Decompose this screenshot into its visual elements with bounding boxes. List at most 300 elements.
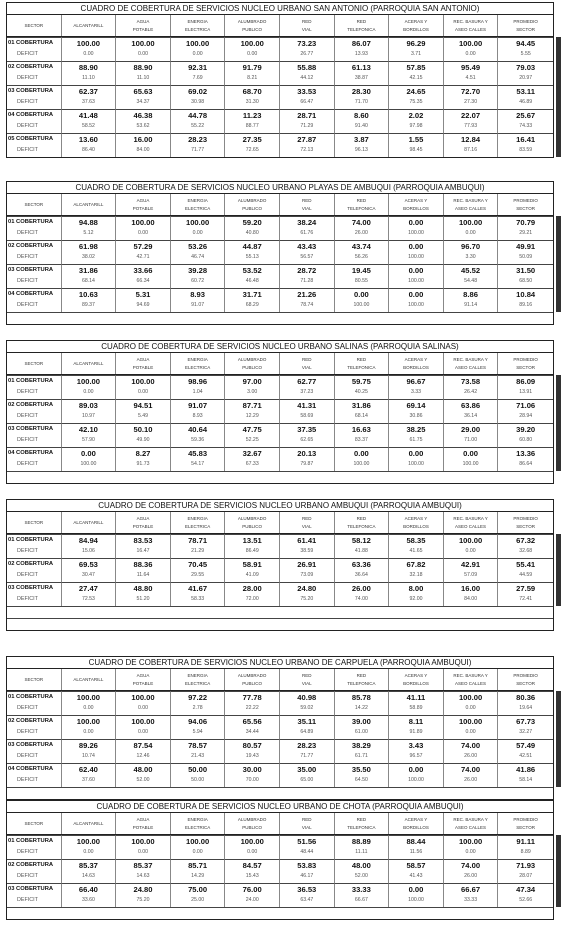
coverage-value: 30.00 [225,763,280,775]
deficit-value: 11.10 [116,73,171,85]
deficit-value: 100.00 [389,228,444,240]
deficit-value: 64.50 [335,775,390,787]
column-header: AGUA POTABLE [116,669,171,690]
coverage-value: 85.78 [335,691,390,703]
sector-label: 04 COBERTURA [7,109,62,121]
deficit-value: 0.00 [62,387,117,399]
deficit-value: 14.63 [62,871,117,883]
deficit-value: 10.97 [62,411,117,423]
column-header: PROMEDIO SECTOR [513,672,538,686]
deficit-value: 86.40 [62,145,117,157]
column-header: ACERAS Y BORDILLOS [389,194,444,215]
deficit-value: 0.00 [116,703,171,715]
coverage-value: 50.10 [116,423,171,435]
deficit-value: 77.93 [444,121,499,133]
coverage-value: 2.02 [389,109,444,121]
deficit-value: 31.30 [225,97,280,109]
coverage-value: 91.07 [171,399,226,411]
coverage-value: 45.83 [171,447,226,459]
deficit-value: 40.25 [335,387,390,399]
deficit-row [7,703,553,715]
coverage-value: 62.40 [62,763,117,775]
deficit-value: 0.00 [171,847,226,859]
coverage-value: 100.00 [171,216,226,228]
deficit-row [7,594,553,606]
deficit-value: 64.89 [280,727,335,739]
sector-label: 04 COBERTURA [7,763,62,775]
coverage-value: 97.00 [225,375,280,387]
coverage-row [7,216,553,228]
deficit-value: 60.72 [171,276,226,288]
sector-label: 02 COBERTURA [7,558,62,570]
column-header: AGUA POTABLE [116,813,171,834]
deficit-value: 0.00 [444,703,499,715]
coverage-value: 0.00 [444,447,499,459]
deficit-value: 79.87 [280,459,335,471]
coverage-value: 88.90 [62,61,117,73]
coverage-value: 41.86 [498,763,553,775]
coverage-value: 86.07 [335,37,390,49]
deficit-row [7,871,553,883]
coverage-value: 98.96 [171,375,226,387]
coverage-value: 40.98 [280,691,335,703]
deficit-label: DEFICIT [7,703,62,715]
deficit-value: 0.00 [62,703,117,715]
coverage-value: 94.45 [498,37,553,49]
deficit-label: DEFICIT [7,727,62,739]
column-header: REC. BASURA Y ASEO CALLES [444,669,499,690]
coverage-value: 42.91 [444,558,499,570]
deficit-value: 8.89 [520,849,531,855]
coverage-value: 46.38 [116,109,171,121]
empty-row [7,907,553,919]
column-header: PROMEDIO SECTOR [513,816,538,830]
deficit-value: 13.93 [335,49,390,61]
coverage-value: 31.86 [62,264,117,276]
deficit-value: 26.42 [444,387,499,399]
sector-label: 02 COBERTURA [7,859,62,871]
coverage-value: 100.00 [62,691,117,703]
column-header: AGUA POTABLE [116,194,171,215]
coverage-value: 100.00 [62,835,117,847]
coverage-value: 10.63 [62,288,117,300]
header-row [7,353,553,375]
coverage-value: 25.67 [498,109,553,121]
coverage-value: 87.54 [116,739,171,751]
deficit-row [7,895,553,907]
coverage-value: 84.57 [225,859,280,871]
deficit-row [7,387,553,399]
coverage-value: 13.51 [225,534,280,546]
coverage-value: 47.34 [498,883,553,895]
deficit-value: 20.97 [519,75,533,81]
coverage-value: 48.00 [335,859,390,871]
column-header: ALCANTARILL [62,353,117,374]
deficit-value: 56.26 [335,252,390,264]
sector-label: 02 COBERTURA [7,715,62,727]
deficit-label: DEFICIT [7,847,62,859]
column-header: ALCANTARILL [62,194,117,215]
coverage-value: 83.53 [116,534,171,546]
sector-label: 03 COBERTURA [7,264,62,276]
coverage-value: 92.31 [171,61,226,73]
coverage-value: 100.00 [444,216,499,228]
deficit-label: DEFICIT [7,435,62,447]
coverage-value: 0.00 [389,264,444,276]
column-header: ALCANTARILL [62,512,117,533]
coverage-value: 28.30 [335,85,390,97]
coverage-value: 100.00 [225,835,280,847]
table-title: CUADRO DE COBERTURA DE SERVICIOS NUCLEO URBANO DE CHOTA (PARROQUIA AMBUQUI) [7,801,553,813]
coverage-value: 67.82 [389,558,444,570]
coverage-value: 96.70 [444,240,499,252]
column-header: RED TELEFONICA [335,194,390,215]
deficit-value: 72.13 [280,145,335,157]
coverage-value: 32.67 [225,447,280,459]
coverage-value: 11.23 [225,109,280,121]
deficit-value: 4.51 [444,73,499,85]
coverage-row [7,85,553,97]
sector-label: 02 COBERTURA [7,61,62,73]
deficit-row [7,252,553,264]
sector-label: 01 COBERTURA [7,835,62,847]
coverage-value: 42.10 [62,423,117,435]
coverage-value: 53.52 [225,264,280,276]
coverage-value: 62.77 [280,375,335,387]
coverage-value: 100.00 [444,534,499,546]
deficit-row [7,411,553,423]
deficit-value: 38.02 [62,252,117,264]
deficit-value: 36.64 [335,570,390,582]
coverage-value: 8.60 [335,109,390,121]
column-header: RED VIAL [280,353,335,374]
header-row [7,669,553,691]
coverage-value: 33.53 [280,85,335,97]
deficit-value: 89.16 [519,302,533,308]
coverage-value: 8.00 [389,582,444,594]
column-header: RED VIAL [280,194,335,215]
deficit-label: DEFICIT [7,546,62,558]
deficit-value: 100.00 [335,300,390,312]
deficit-row [7,49,553,61]
header-row [7,512,553,534]
coverage-value: 91.79 [225,61,280,73]
coverage-value: 0.00 [335,288,390,300]
coverage-value: 8.27 [116,447,171,459]
deficit-value: 46.89 [519,99,533,105]
deficit-value: 0.00 [171,49,226,61]
coverage-row [7,264,553,276]
coverage-value: 97.22 [171,691,226,703]
coverage-table [6,800,554,920]
deficit-value: 67.33 [225,459,280,471]
deficit-value: 3.30 [444,252,499,264]
column-header: AGUA POTABLE [116,512,171,533]
coverage-value: 0.00 [389,447,444,459]
deficit-value: 29.21 [519,230,533,236]
sector-label: 01 COBERTURA [7,375,62,387]
deficit-value: 26.77 [280,49,335,61]
table-title: CUADRO DE COBERTURA DE SERVICIOS NUCLEO URBANO AMBUQUI (PARROQUIA AMBUQUI) [7,500,553,512]
coverage-row [7,883,553,895]
column-header: SECTOR [7,194,62,215]
coverage-value: 70.79 [498,216,553,228]
coverage-value: 85.71 [171,859,226,871]
coverage-value: 37.35 [280,423,335,435]
coverage-value: 36.53 [280,883,335,895]
deficit-value: 96.57 [389,751,444,763]
deficit-row [7,435,553,447]
coverage-row [7,133,553,145]
coverage-row [7,558,553,570]
deficit-label: DEFICIT [7,145,62,157]
deficit-value: 83.59 [519,147,533,153]
deficit-value: 0.00 [116,847,171,859]
deficit-label: DEFICIT [7,49,62,61]
deficit-row [7,228,553,240]
coverage-value: 69.02 [171,85,226,97]
column-header: SECTOR [7,813,62,834]
header-row [7,15,553,37]
coverage-value: 58.91 [225,558,280,570]
deficit-value: 52.00 [116,775,171,787]
coverage-row [7,375,553,387]
deficit-row [7,97,553,109]
deficit-value: 52.66 [519,897,533,903]
coverage-value: 77.78 [225,691,280,703]
coverage-value: 41.11 [389,691,444,703]
coverage-value: 79.03 [498,61,553,73]
coverage-value: 48.00 [116,763,171,775]
column-header: ALUMBRADO PUBLICO [225,194,280,215]
coverage-value: 62.37 [62,85,117,97]
deficit-value: 58.89 [389,703,444,715]
empty-row [7,787,553,799]
deficit-value: 100.00 [389,459,444,471]
coverage-value: 74.00 [444,859,499,871]
column-header: PROMEDIO SECTOR [513,18,538,32]
coverage-value: 27.59 [498,582,553,594]
deficit-value: 86.49 [225,546,280,558]
coverage-value: 74.00 [444,763,499,775]
deficit-value: 19.64 [519,705,533,711]
coverage-table [6,2,554,158]
deficit-value: 100.00 [62,459,117,471]
sector-label: 02 COBERTURA [7,399,62,411]
coverage-row [7,61,553,73]
coverage-value: 26.00 [335,582,390,594]
deficit-value: 32.68 [519,548,533,554]
coverage-value: 19.45 [335,264,390,276]
sector-label: 03 COBERTURA [7,582,62,594]
coverage-row [7,715,553,727]
deficit-value: 66.34 [116,276,171,288]
deficit-value: 25.00 [171,895,226,907]
coverage-value: 53.11 [498,85,553,97]
coverage-value: 72.70 [444,85,499,97]
deficit-value: 38.59 [280,546,335,558]
deficit-value: 71.77 [171,145,226,157]
deficit-label: DEFICIT [7,121,62,133]
table-title: CUADRO DE COBERTURA DE SERVICIOS NUCLEO URBANO PLAYAS DE AMBUQUI (PARROQUIA AMBUQUI) [7,182,553,194]
column-header: ENERGIA ELECTRICA [171,15,226,36]
coverage-value: 39.28 [171,264,226,276]
deficit-value: 91.89 [389,727,444,739]
coverage-value: 100.00 [116,835,171,847]
column-header: PROMEDIO SECTOR [513,197,538,211]
deficit-value: 0.00 [444,49,499,61]
deficit-label: DEFICIT [7,594,62,606]
deficit-value: 3.33 [389,387,444,399]
deficit-value: 33.60 [62,895,117,907]
deficit-value: 53.62 [116,121,171,133]
deficit-value: 19.43 [225,751,280,763]
sector-label: 01 COBERTURA [7,534,62,546]
deficit-value: 46.48 [225,276,280,288]
coverage-value: 84.94 [62,534,117,546]
deficit-label: DEFICIT [7,228,62,240]
coverage-value: 87.71 [225,399,280,411]
coverage-value: 94.88 [62,216,117,228]
deficit-value: 100.00 [389,300,444,312]
deficit-value: 61.76 [280,228,335,240]
deficit-value: 36.14 [444,411,499,423]
deficit-value: 40.80 [225,228,280,240]
deficit-value: 41.88 [335,546,390,558]
deficit-row [7,121,553,133]
deficit-value: 21.29 [171,546,226,558]
coverage-value: 65.56 [225,715,280,727]
deficit-value: 0.00 [444,847,499,859]
coverage-value: 73.58 [444,375,499,387]
column-header: ACERAS Y BORDILLOS [389,813,444,834]
deficit-value: 86.64 [519,461,533,467]
deficit-value: 37.60 [62,775,117,787]
deficit-row [7,459,553,471]
deficit-value: 57.90 [62,435,117,447]
deficit-value: 38.87 [335,73,390,85]
deficit-value: 26.00 [444,871,499,883]
column-header: RED VIAL [280,813,335,834]
column-header: ENERGIA ELECTRICA [171,813,226,834]
coverage-value: 49.91 [498,240,553,252]
deficit-value: 71.29 [280,121,335,133]
deficit-value: 54.17 [171,459,226,471]
coverage-value: 35.11 [280,715,335,727]
coverage-value: 31.86 [335,399,390,411]
coverage-value: 100.00 [116,375,171,387]
coverage-value: 61.41 [280,534,335,546]
empty-row [7,618,553,630]
coverage-value: 16.41 [498,133,553,145]
coverage-value: 100.00 [171,37,226,49]
coverage-value: 22.07 [444,109,499,121]
coverage-row [7,109,553,121]
coverage-row [7,859,553,871]
deficit-value: 68.29 [225,300,280,312]
deficit-value: 88.77 [225,121,280,133]
deficit-row [7,276,553,288]
coverage-value: 41.31 [280,399,335,411]
deficit-row [7,73,553,85]
coverage-value: 35.00 [280,763,335,775]
coverage-value: 24.65 [389,85,444,97]
column-header: RED VIAL [280,15,335,36]
column-header: ALUMBRADO PUBLICO [225,353,280,374]
deficit-row [7,300,553,312]
deficit-value: 11.11 [335,847,390,859]
deficit-value: 41.09 [225,570,280,582]
coverage-value: 100.00 [62,375,117,387]
deficit-value: 27.30 [444,97,499,109]
deficit-value: 11.10 [62,73,117,85]
coverage-row [7,739,553,751]
coverage-value: 78.71 [171,534,226,546]
coverage-value: 27.35 [225,133,280,145]
coverage-value: 27.87 [280,133,335,145]
column-header: RED TELEFONICA [335,669,390,690]
coverage-value: 100.00 [116,691,171,703]
deficit-value: 91.14 [444,300,499,312]
coverage-value: 38.24 [280,216,335,228]
coverage-row [7,835,553,847]
deficit-value: 58.14 [519,777,533,783]
deficit-value: 78.74 [280,300,335,312]
coverage-value: 0.00 [389,240,444,252]
column-header: ACERAS Y BORDILLOS [389,512,444,533]
coverage-row [7,582,553,594]
deficit-value: 16.47 [116,546,171,558]
coverage-value: 58.35 [389,534,444,546]
coverage-value: 67.73 [498,715,553,727]
coverage-value: 69.53 [62,558,117,570]
deficit-value: 5.94 [171,727,226,739]
coverage-table [6,340,554,484]
deficit-row [7,775,553,787]
deficit-value: 74.00 [335,594,390,606]
deficit-value: 41.65 [389,546,444,558]
column-header: ENERGIA ELECTRICA [171,194,226,215]
deficit-row [7,145,553,157]
column-header: REC. BASURA Y ASEO CALLES [444,813,499,834]
deficit-value: 71.77 [280,751,335,763]
deficit-value: 34.37 [116,97,171,109]
deficit-label: DEFICIT [7,895,62,907]
coverage-row [7,691,553,703]
deficit-value: 52.00 [335,871,390,883]
column-header: AGUA POTABLE [116,353,171,374]
deficit-value: 83.37 [335,435,390,447]
deficit-value: 12.46 [116,751,171,763]
coverage-value: 1.55 [389,133,444,145]
column-header: ALUMBRADO PUBLICO [225,813,280,834]
column-header: ENERGIA ELECTRICA [171,512,226,533]
deficit-value: 3.71 [389,49,444,61]
header-row [7,194,553,216]
deficit-value: 2.78 [171,703,226,715]
sector-label: 01 COBERTURA [7,37,62,49]
deficit-row [7,727,553,739]
table-title: CUADRO DE COBERTURA DE SERVICIOS NUCLEO URBANO SALINAS (PARROQUIA SALINAS) [7,341,553,353]
coverage-value: 48.80 [116,582,171,594]
coverage-value: 41.48 [62,109,117,121]
deficit-value: 89.37 [62,300,117,312]
coverage-value: 61.98 [62,240,117,252]
deficit-value: 11.56 [389,847,444,859]
coverage-value: 96.29 [389,37,444,49]
column-header: ACERAS Y BORDILLOS [389,15,444,36]
deficit-label: DEFICIT [7,387,62,399]
